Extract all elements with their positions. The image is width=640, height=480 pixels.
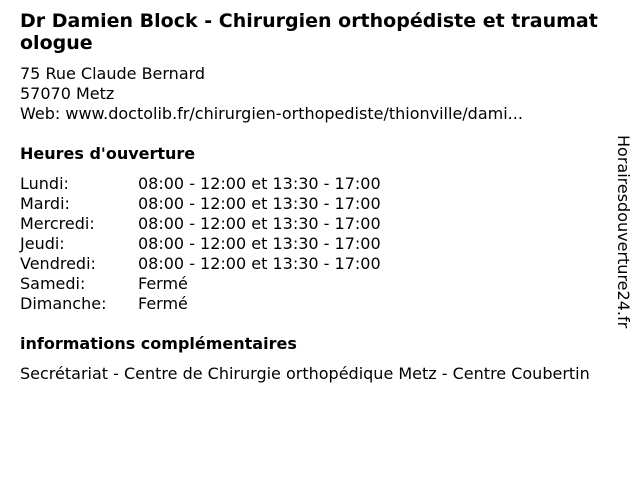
hours-day: Mercredi:	[20, 214, 95, 233]
hours-row-saturday	[20, 274, 605, 294]
hours-row-thursday	[20, 234, 605, 254]
hours-time: 08:00 - 12:00 et 13:30 - 17:00	[138, 254, 381, 273]
hours-day: Vendredi:	[20, 254, 96, 273]
opening-hours-table	[20, 174, 605, 314]
hours-time: Fermé	[138, 274, 188, 293]
additional-info-heading: informations complémentaires	[20, 334, 297, 353]
hours-time: Fermé	[138, 294, 188, 313]
hours-day: Dimanche:	[20, 294, 107, 313]
page-title: Dr Damien Block - Chirurgien orthopédiste et traumatologue	[20, 10, 598, 54]
additional-info-text: Secrétariat - Centre de Chirurgie orthopédique Metz - Centre Coubertin	[20, 364, 590, 383]
hours-day: Lundi:	[20, 174, 69, 193]
hours-day: Mardi:	[20, 194, 70, 213]
hours-row-tuesday	[20, 194, 605, 214]
hours-row-monday	[20, 174, 605, 194]
listing-content	[20, 10, 605, 384]
hours-time: 08:00 - 12:00 et 13:30 - 17:00	[138, 194, 381, 213]
hours-time: 08:00 - 12:00 et 13:30 - 17:00	[138, 174, 381, 193]
address-block	[20, 64, 605, 124]
hours-row-sunday	[20, 294, 605, 314]
address-street: 75 Rue Claude Bernard	[20, 64, 206, 83]
hours-day: Jeudi:	[20, 234, 65, 253]
site-watermark: Horairesdouverture24.fr	[614, 135, 633, 329]
hours-row-wednesday	[20, 214, 605, 234]
address-city: 57070 Metz	[20, 84, 115, 103]
website-link[interactable]: Web: www.doctolib.fr/chirurgien-orthopediste/thionville/dami...	[20, 104, 523, 123]
hours-row-friday	[20, 254, 605, 274]
hours-day: Samedi:	[20, 274, 86, 293]
hours-time: 08:00 - 12:00 et 13:30 - 17:00	[138, 214, 381, 233]
opening-hours-heading: Heures d'ouverture	[20, 144, 196, 163]
hours-time: 08:00 - 12:00 et 13:30 - 17:00	[138, 234, 381, 253]
